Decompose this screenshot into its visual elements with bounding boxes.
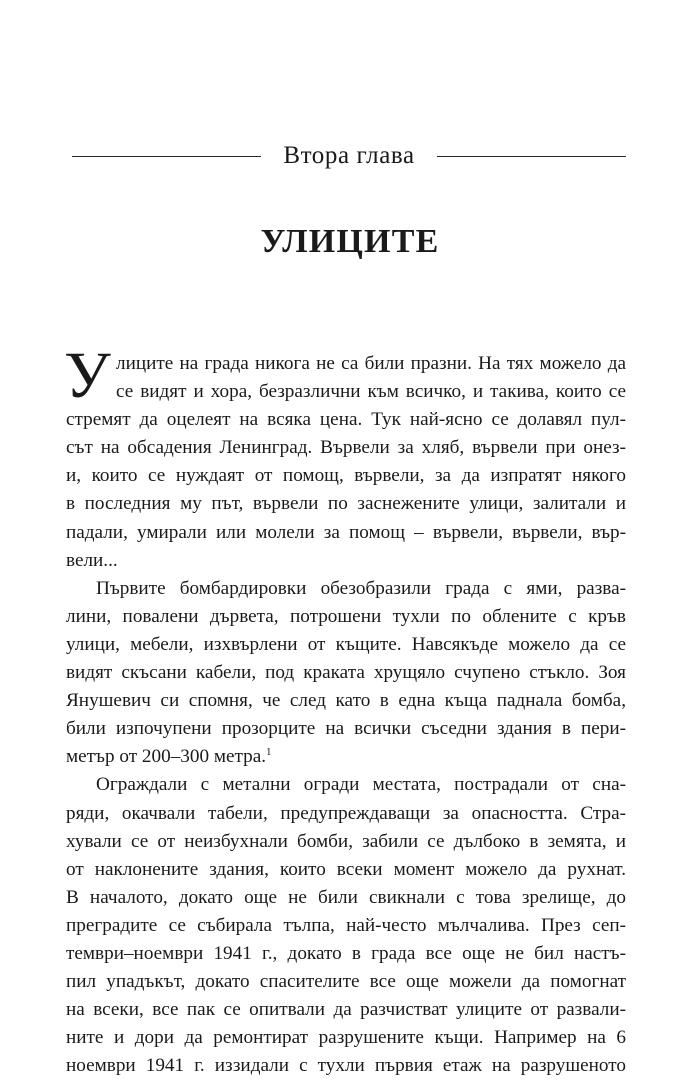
text-line: се видят и хора, безразлични към всичко, и такива, които се (116, 381, 626, 403)
body-text (64, 339, 626, 1080)
footnote-marker[interactable]: 1 (266, 746, 272, 759)
text-line: лиците на града никога не са били празни. На тях можело да (116, 353, 626, 374)
text-line: от наклонените здания, които всеки момент можело да рухнат. (66, 858, 626, 880)
header-rule-left (72, 156, 261, 157)
text-line: били изпочупени прозорците на всички съседни здания в пери- (66, 718, 626, 740)
paragraph-1 (64, 339, 626, 575)
text-line: в последния му път, вървели по заснежените улици, залитали и (66, 493, 626, 515)
text-line: хували се от неизбухнали бомби, забили се дълбоко в земята, и (66, 830, 626, 852)
text-line: преградите се събирала тълпа, най-често мълчалива. През сеп- (66, 914, 626, 936)
text-line (66, 743, 626, 771)
text-line: стремят да оцелеят на всяка цена. Тук най-ясно се долавял пул- (66, 409, 626, 431)
text-line: вели... (66, 549, 118, 571)
text-line: на всеки, все пак се опитвали да разчистват улиците от развали- (66, 999, 626, 1021)
text-line: видят скъсани кабели, под краката хрущяло счупено стъкло. Зоя (66, 662, 626, 684)
text-line: пил упадъкът, докато спасителите все още можели да помогнат (66, 971, 626, 993)
text-line: и, които се нуждаят от помощ, вървели, за да изпратят някого (66, 465, 626, 487)
text-line: В началото, докато още не били свикнали с това зрелище, до (66, 886, 626, 908)
drop-cap: У (64, 339, 111, 412)
paragraph-3 (66, 771, 626, 1080)
text-line: Ограждали с метални огради местата, пострадали от сна- (96, 774, 626, 796)
text-line: улици, мебели, изхвърлени от къщите. Навсякъде можело да се (66, 633, 626, 655)
text-line-content: метър от 200–300 метра. (66, 746, 267, 768)
text-line: падали, умирали или молели за помощ – вървели, вървели, вър- (66, 521, 626, 543)
text-line: Янушевич си спомня, че след като в една къща паднала бомба, (66, 690, 626, 712)
header-rule-right (437, 156, 626, 157)
text-line: ряди, окачвали табели, предупреждаващи за опасността. Стра- (66, 802, 626, 824)
text-line: ните и дори да ремонтират разрушените къщи. Например на 6 (66, 1027, 626, 1049)
chapter-title: УЛИЦИТЕ (260, 223, 440, 260)
text-line: тември–ноември 1941 г., докато в града все още не бил настъ- (66, 942, 626, 964)
chapter-label: Втора глава (283, 142, 415, 169)
text-line: лини, повалени дървета, потрошени тухли по облените с кръв (66, 605, 626, 627)
paragraph-2 (66, 575, 626, 772)
text-line: ноември 1941 г. иззидали с тухли първия етаж на разрушеното (66, 1055, 626, 1077)
text-line: сът на обсадения Ленинград. Вървели за хляб, вървели при онез- (66, 437, 626, 459)
text-line: Първите бомбардировки обезобразили града с ями, разва- (96, 577, 626, 599)
chapter-header (72, 141, 626, 171)
